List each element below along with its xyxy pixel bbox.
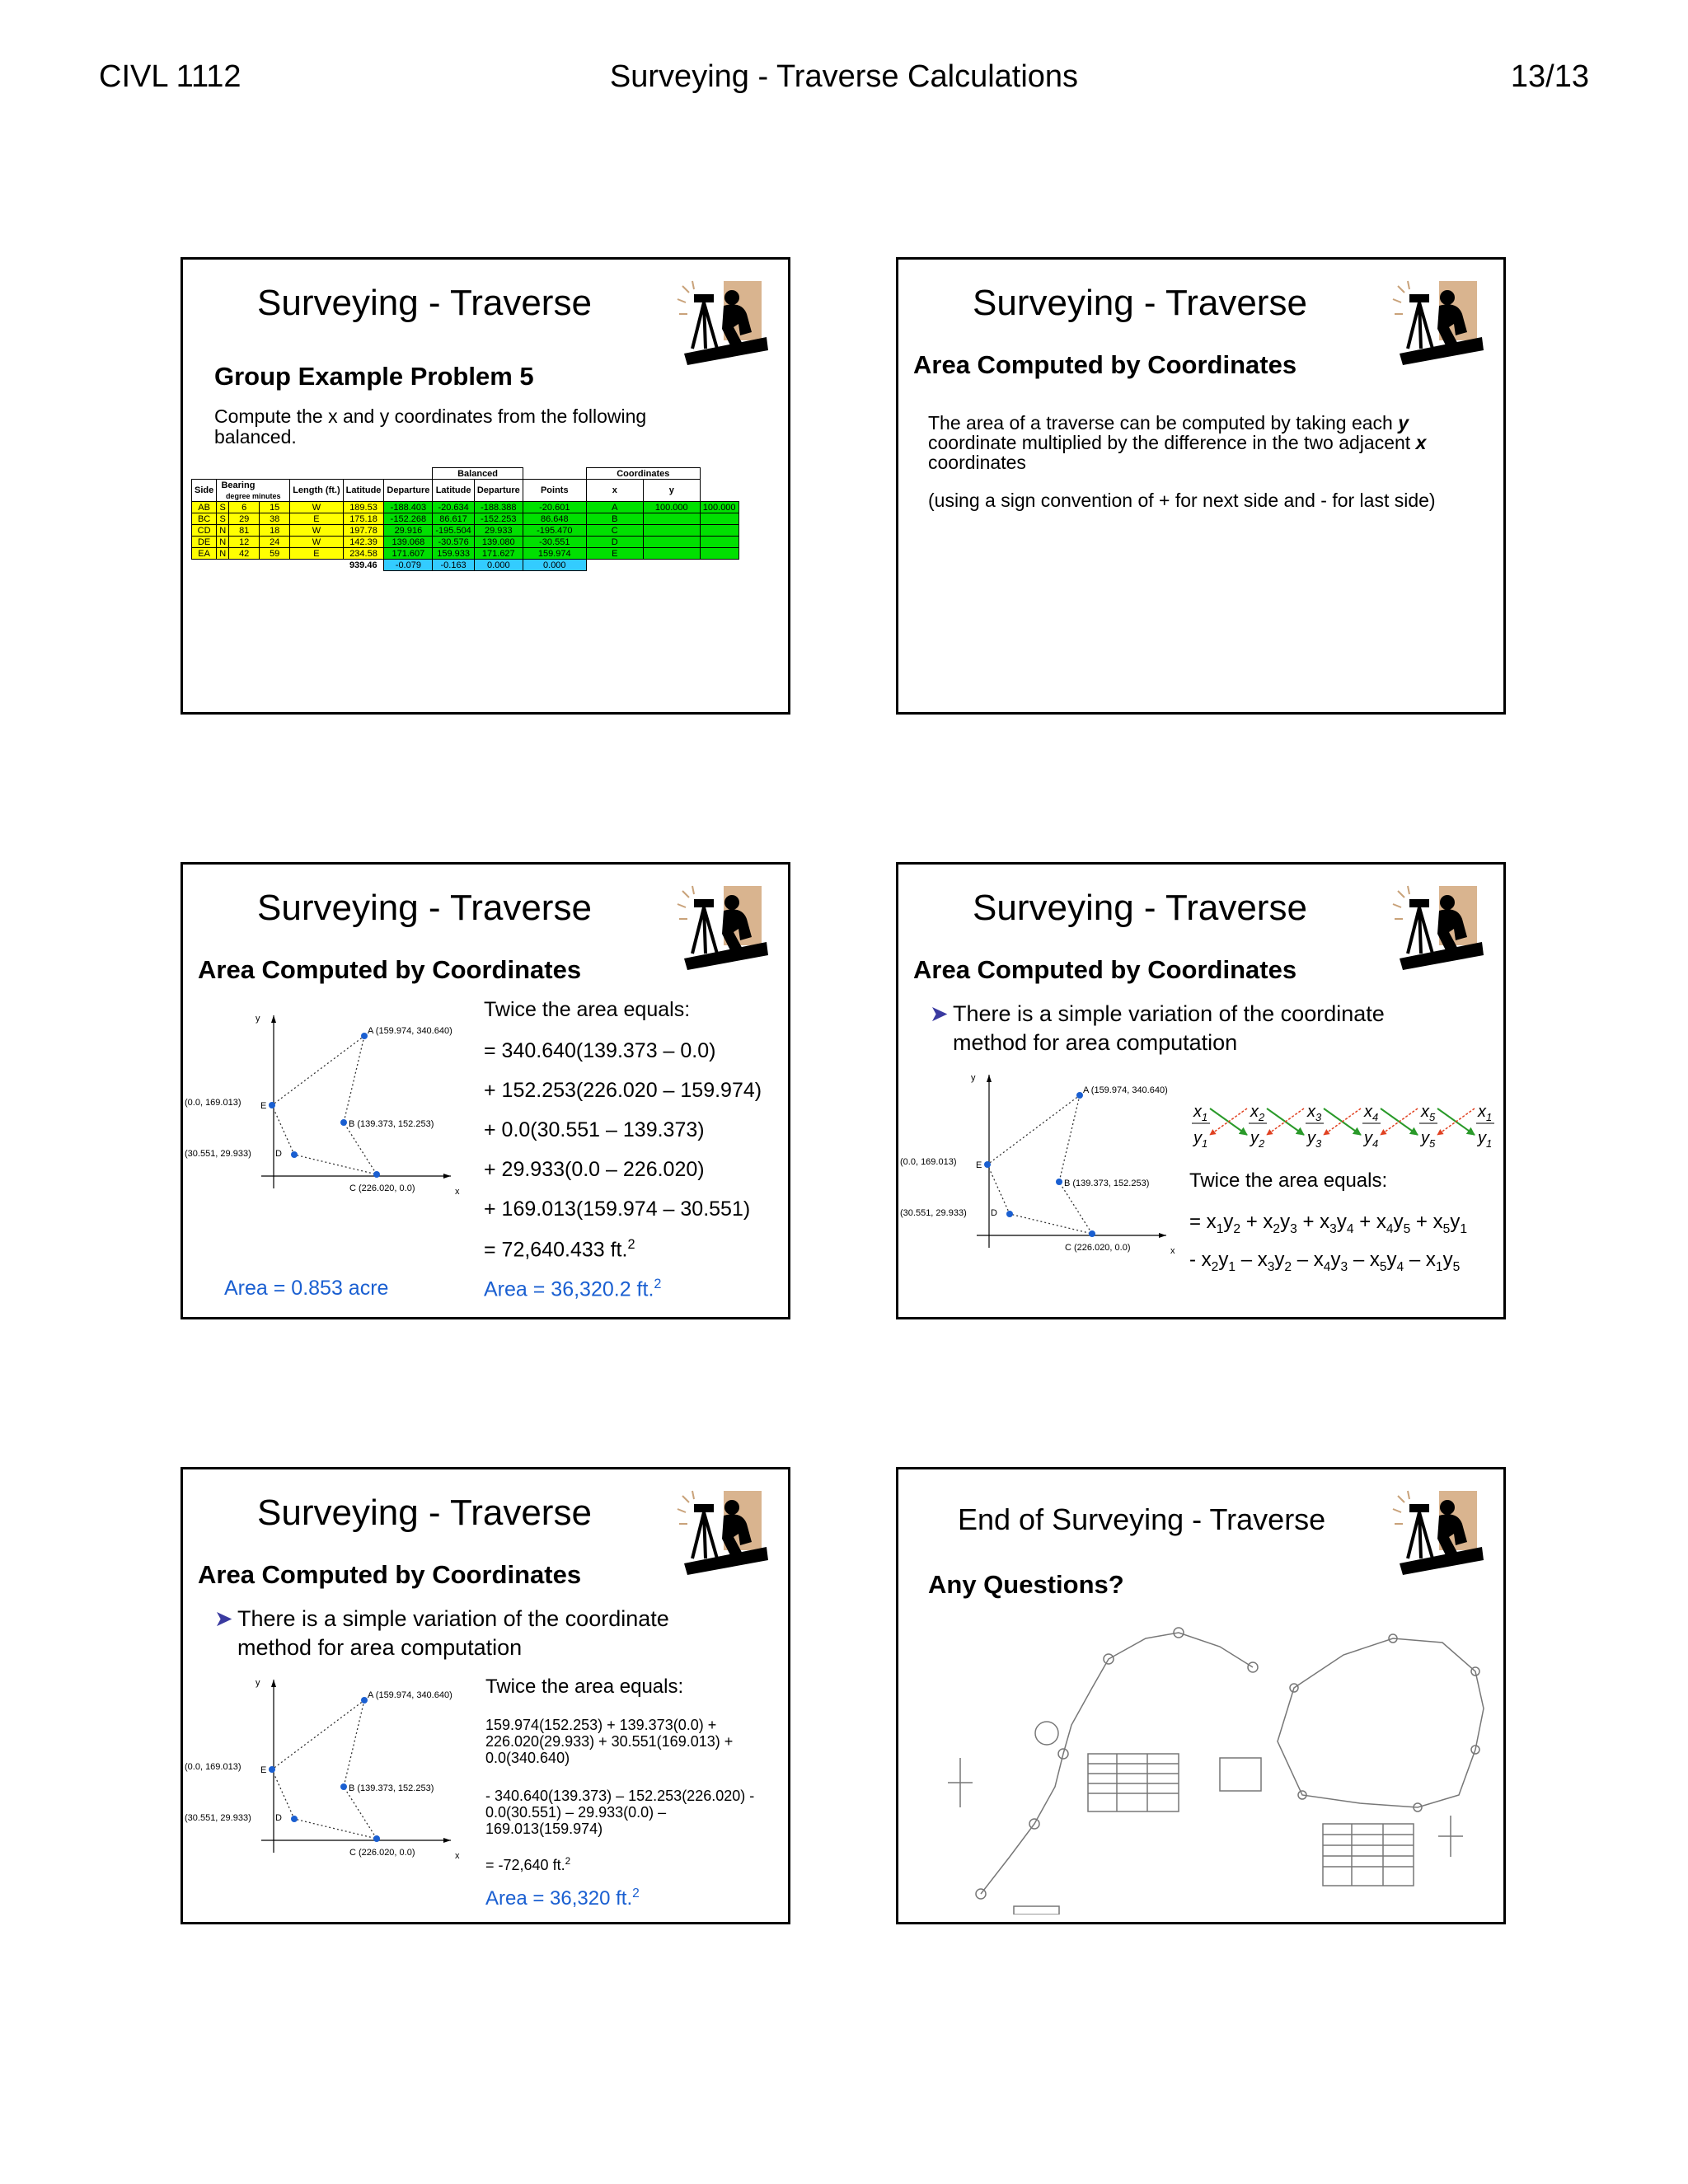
slide-title: Surveying - Traverse	[257, 1493, 592, 1533]
table-cell	[700, 548, 738, 560]
table-cell: 24	[260, 537, 290, 548]
table-cell: EA	[192, 548, 217, 560]
plot-label: y	[256, 1014, 260, 1024]
col-bal-latitude: Latitude	[433, 480, 474, 502]
plot-label: (30.551, 29.933)	[185, 1813, 251, 1823]
bullet: ➤ There is a simple variation of the coordinate method for area computation	[214, 1606, 669, 1660]
arrow-bullet-icon: ➤	[214, 1606, 233, 1631]
point-c	[373, 1171, 380, 1178]
surveyor-tripod-icon	[1388, 883, 1487, 973]
point-b	[340, 1119, 347, 1126]
plot-label: E	[260, 1101, 267, 1111]
table-cell: 142.39	[343, 537, 384, 548]
equation-negative: - $x_2y_1 - x_3y_2 - x_4y_3 - x_5y_4 - x_1y_5$	[1189, 1249, 1461, 1274]
x-label: $x_5$	[1421, 1103, 1436, 1123]
plot-label: A (159.974, 340.640)	[1083, 1085, 1168, 1095]
plot-label: E	[976, 1160, 982, 1170]
sign-convention: (using a sign convention of + for next side and - for last side)	[928, 490, 1436, 511]
slide-1	[181, 257, 790, 715]
page-number: 13/13	[1510, 59, 1589, 94]
slide-3	[181, 862, 790, 1319]
point-c	[1089, 1230, 1095, 1237]
table-cell: DE	[192, 537, 217, 548]
y-label: $y_1$	[1478, 1129, 1493, 1150]
equation-line: + 169.013(159.974 – 30.551)	[484, 1197, 751, 1221]
x-axis-arrow-icon	[1159, 1233, 1166, 1238]
slide-title: Surveying - Traverse	[257, 888, 592, 928]
y-axis-arrow-icon	[987, 1075, 992, 1082]
total-cell: 939.46	[349, 560, 377, 570]
equation-positive: = $x_1y_2 + x_2y_3 + x_3y_4 + x_4y_5 + x_5y_1$	[1189, 1211, 1467, 1236]
slide-subtitle: Any Questions?	[928, 1570, 1124, 1599]
traverse-outline	[272, 1700, 377, 1839]
point-e	[984, 1161, 991, 1168]
plot-label: y	[971, 1073, 976, 1083]
area-ft: Area = 36,320.2 ft.$^2$	[484, 1277, 662, 1301]
table-cell: S	[217, 513, 229, 525]
table-cell: D	[586, 537, 643, 548]
table-cell: N	[217, 548, 229, 560]
point-a	[1076, 1092, 1083, 1099]
slide-title: Surveying - Traverse	[973, 888, 1307, 928]
group-balanced: Balanced	[433, 468, 523, 480]
traverse-plot	[898, 1062, 1195, 1268]
col-departure: Departure	[384, 480, 433, 502]
table-cell: -152.253	[474, 513, 523, 525]
table-cell	[643, 537, 700, 548]
table-cell: -30.551	[523, 537, 586, 548]
plot-label: y	[256, 1678, 260, 1688]
area-ft: Area = 36,320 ft.$^2$	[485, 1886, 640, 1910]
y-label: $y_1$	[1193, 1129, 1208, 1150]
slide-subtitle: Area Computed by Coordinates	[913, 350, 1297, 379]
table-cell: 100.000	[643, 502, 700, 513]
table-cell: 29	[229, 513, 260, 525]
equation-result: = 72,640.433 ft.$^2$	[484, 1237, 635, 1262]
table-cell	[700, 525, 738, 537]
slide-2	[896, 257, 1506, 715]
table-cell: 139.068	[384, 537, 433, 548]
arrow-bullet-icon: ➤	[930, 1001, 949, 1026]
slide-text: Compute the x and y coordinates from the following balanced.	[214, 405, 647, 448]
table-cell: 159.933	[433, 548, 474, 560]
plot-label: B (139.373, 152.253)	[349, 1783, 434, 1793]
slide-subtitle: Group Example Problem 5	[214, 362, 534, 391]
col-bearing-sub: degree minutes	[217, 490, 290, 502]
total-cell: 0.000	[474, 560, 523, 571]
x-label: $x_1$	[1478, 1103, 1493, 1123]
y-axis-arrow-icon	[271, 1680, 276, 1687]
table-cell: 42	[229, 548, 260, 560]
table-row	[192, 537, 739, 548]
table-cell: 15	[260, 502, 290, 513]
table-cell: E	[290, 513, 343, 525]
point-b	[340, 1783, 347, 1790]
col-side: Side	[192, 480, 217, 502]
table-cell: E	[586, 548, 643, 560]
table-cell: 29.933	[474, 525, 523, 537]
table-cell: 189.53	[343, 502, 384, 513]
cross-multiplication-diagram	[1187, 1099, 1500, 1165]
table-cell: -30.576	[433, 537, 474, 548]
point-a	[361, 1697, 368, 1704]
table-cell	[700, 513, 738, 525]
table-cell: B	[586, 513, 643, 525]
surveyor-tripod-icon	[1388, 278, 1487, 368]
plot-label: B (139.373, 152.253)	[1064, 1179, 1150, 1188]
plot-label: D	[275, 1149, 282, 1159]
equation-line: = 340.640(139.373 – 0.0)	[484, 1039, 716, 1062]
total-cell: 0.000	[523, 560, 586, 571]
x-axis-arrow-icon	[443, 1174, 451, 1179]
table-cell: 81	[229, 525, 260, 537]
survey-path-sketch-image	[931, 1610, 1492, 1915]
table-cell: -20.634	[433, 502, 474, 513]
table-cell: 18	[260, 525, 290, 537]
table-cell: S	[217, 502, 229, 513]
col-points: Points	[523, 480, 586, 502]
equation-line: + 29.933(0.0 – 226.020)	[484, 1158, 705, 1181]
slide-title: Surveying - Traverse	[257, 283, 592, 323]
point-a	[361, 1033, 368, 1039]
point-d	[1006, 1211, 1013, 1217]
table-cell: 6	[229, 502, 260, 513]
x-axis-arrow-icon	[443, 1838, 451, 1843]
point-e	[269, 1102, 275, 1108]
table-cell: 100.000	[700, 502, 738, 513]
slide-subtitle: Area Computed by Coordinates	[198, 1560, 582, 1589]
table-cell: 171.627	[474, 548, 523, 560]
equation-heading: Twice the area equals:	[1189, 1169, 1388, 1192]
table-cell: -188.388	[474, 502, 523, 513]
table-cell: A	[586, 502, 643, 513]
point-d	[291, 1816, 298, 1822]
table-cell: 29.916	[384, 525, 433, 537]
slide-subtitle: Area Computed by Coordinates	[913, 955, 1297, 984]
col-bearing: Bearing	[217, 480, 260, 491]
point-d	[291, 1151, 298, 1158]
table-cell: 12	[229, 537, 260, 548]
plot-label: D	[991, 1208, 997, 1218]
negative-terms: - 340.640(139.373) – 152.253(226.020) - 0.0(30.551) – 29.933(0.0) – 169.013(159.974)	[485, 1788, 755, 1837]
table-cell: BC	[192, 513, 217, 525]
table-cell: -20.601	[523, 502, 586, 513]
y-label: $y_3$	[1307, 1129, 1322, 1150]
point-b	[1056, 1179, 1062, 1185]
y-label: $y_4$	[1364, 1129, 1379, 1150]
table-cell: W	[290, 537, 343, 548]
traverse-plot	[183, 1003, 480, 1209]
plot-label: C (226.020, 0.0)	[349, 1848, 415, 1858]
table-cell: -188.403	[384, 502, 433, 513]
plot-label: A (159.974, 340.640)	[368, 1026, 452, 1036]
table-cell: 159.974	[523, 548, 586, 560]
plot-label: A (159.974, 340.640)	[368, 1690, 452, 1700]
table-cell: 59	[260, 548, 290, 560]
table-cell: N	[217, 537, 229, 548]
table-cell: AB	[192, 502, 217, 513]
plot-label: (0.0, 169.013)	[185, 1762, 241, 1772]
plot-label: (0.0, 169.013)	[900, 1157, 957, 1167]
positive-terms: 159.974(152.253) + 139.373(0.0) + 226.020(29.933) + 30.551(169.013) + 0.0(340.640)	[485, 1717, 734, 1766]
slide-6	[896, 1467, 1506, 1924]
table-cell: C	[586, 525, 643, 537]
table-cell	[643, 548, 700, 560]
table-row	[192, 513, 739, 525]
plot-label: C (226.020, 0.0)	[1065, 1243, 1131, 1253]
traverse-table	[191, 467, 739, 571]
total-cell: -0.163	[433, 560, 474, 571]
equation-result: = -72,640 ft.$^2$	[485, 1856, 571, 1873]
table-cell: 234.58	[343, 548, 384, 560]
table-row	[192, 502, 739, 513]
plot-label: (0.0, 169.013)	[185, 1098, 241, 1108]
y-label: $y_2$	[1250, 1129, 1265, 1150]
plot-label: (30.551, 29.933)	[900, 1208, 967, 1218]
plot-label: x	[455, 1851, 460, 1861]
table-cell: 86.617	[433, 513, 474, 525]
x-label: $x_3$	[1307, 1103, 1322, 1123]
table-cell	[700, 537, 738, 548]
table-cell: -195.470	[523, 525, 586, 537]
table-cell: 175.18	[343, 513, 384, 525]
plot-label: x	[1170, 1246, 1175, 1256]
table-cell: 171.607	[384, 548, 433, 560]
table-row	[192, 525, 739, 537]
equation-line: + 0.0(30.551 – 139.373)	[484, 1118, 705, 1141]
slide-title: End of Surveying - Traverse	[958, 1502, 1326, 1536]
surveyor-tripod-icon	[673, 883, 771, 973]
table-cell: 197.78	[343, 525, 384, 537]
course-code: CIVL 1112	[99, 59, 241, 94]
equation-line: + 152.253(226.020 – 159.974)	[484, 1079, 762, 1102]
table-cell: 86.648	[523, 513, 586, 525]
col-x: x	[586, 480, 643, 502]
document-title: Surveying - Traverse Calculations	[609, 59, 1079, 94]
table-row	[192, 548, 739, 560]
surveyor-tripod-icon	[673, 1488, 771, 1578]
table-cell: 139.080	[474, 537, 523, 548]
plot-label: (30.551, 29.933)	[185, 1149, 251, 1159]
table-cell	[643, 513, 700, 525]
table-cell: E	[290, 548, 343, 560]
traverse-plot	[183, 1667, 480, 1873]
table-cell: N	[217, 525, 229, 537]
point-c	[373, 1835, 380, 1842]
table-cell: W	[290, 525, 343, 537]
point-e	[269, 1766, 275, 1773]
plot-label: D	[275, 1813, 282, 1823]
area-acre: Area = 0.853 acre	[224, 1277, 389, 1300]
x-label: $x_4$	[1364, 1103, 1379, 1123]
equation-heading: Twice the area equals:	[485, 1675, 684, 1698]
y-label: $y_5$	[1421, 1129, 1436, 1150]
table-cell	[643, 525, 700, 537]
bullet: ➤ There is a simple variation of the coordinate method for area computation	[930, 1001, 1385, 1055]
slide-title: Surveying - Traverse	[973, 283, 1307, 323]
equation-heading: Twice the area equals:	[484, 998, 691, 1021]
totals-row	[192, 560, 739, 571]
plot-label: x	[455, 1187, 460, 1197]
area-explanation: The area of a traverse can be computed by taking each y coordinate multiplied by the difference in the two adjacent x coordinates	[928, 412, 1427, 473]
slide-subtitle: Area Computed by Coordinates	[198, 955, 582, 984]
col-length: Length (ft.)	[290, 480, 343, 502]
plot-label: C (226.020, 0.0)	[349, 1183, 415, 1193]
col-y: y	[643, 480, 700, 502]
y-axis-arrow-icon	[271, 1015, 276, 1023]
surveyor-tripod-icon	[673, 278, 771, 368]
table-cell: -195.504	[433, 525, 474, 537]
col-latitude: Latitude	[343, 480, 384, 502]
group-coordinates: Coordinates	[586, 468, 700, 480]
table-cell: CD	[192, 525, 217, 537]
x-label: $x_2$	[1250, 1103, 1265, 1123]
surveyor-tripod-icon	[1388, 1488, 1487, 1578]
x-label: $x_1$	[1193, 1103, 1208, 1123]
slide-5	[181, 1467, 790, 1924]
table-cell: -152.268	[384, 513, 433, 525]
traverse-outline	[987, 1095, 1092, 1234]
traverse-outline	[272, 1036, 377, 1174]
table-cell: 38	[260, 513, 290, 525]
col-bal-departure: Departure	[474, 480, 523, 502]
plot-label: E	[260, 1765, 267, 1775]
table-cell: W	[290, 502, 343, 513]
total-cell: -0.079	[384, 560, 433, 571]
page-header	[0, 59, 1688, 101]
slide-4	[896, 862, 1506, 1319]
plot-label: B (139.373, 152.253)	[349, 1119, 434, 1129]
